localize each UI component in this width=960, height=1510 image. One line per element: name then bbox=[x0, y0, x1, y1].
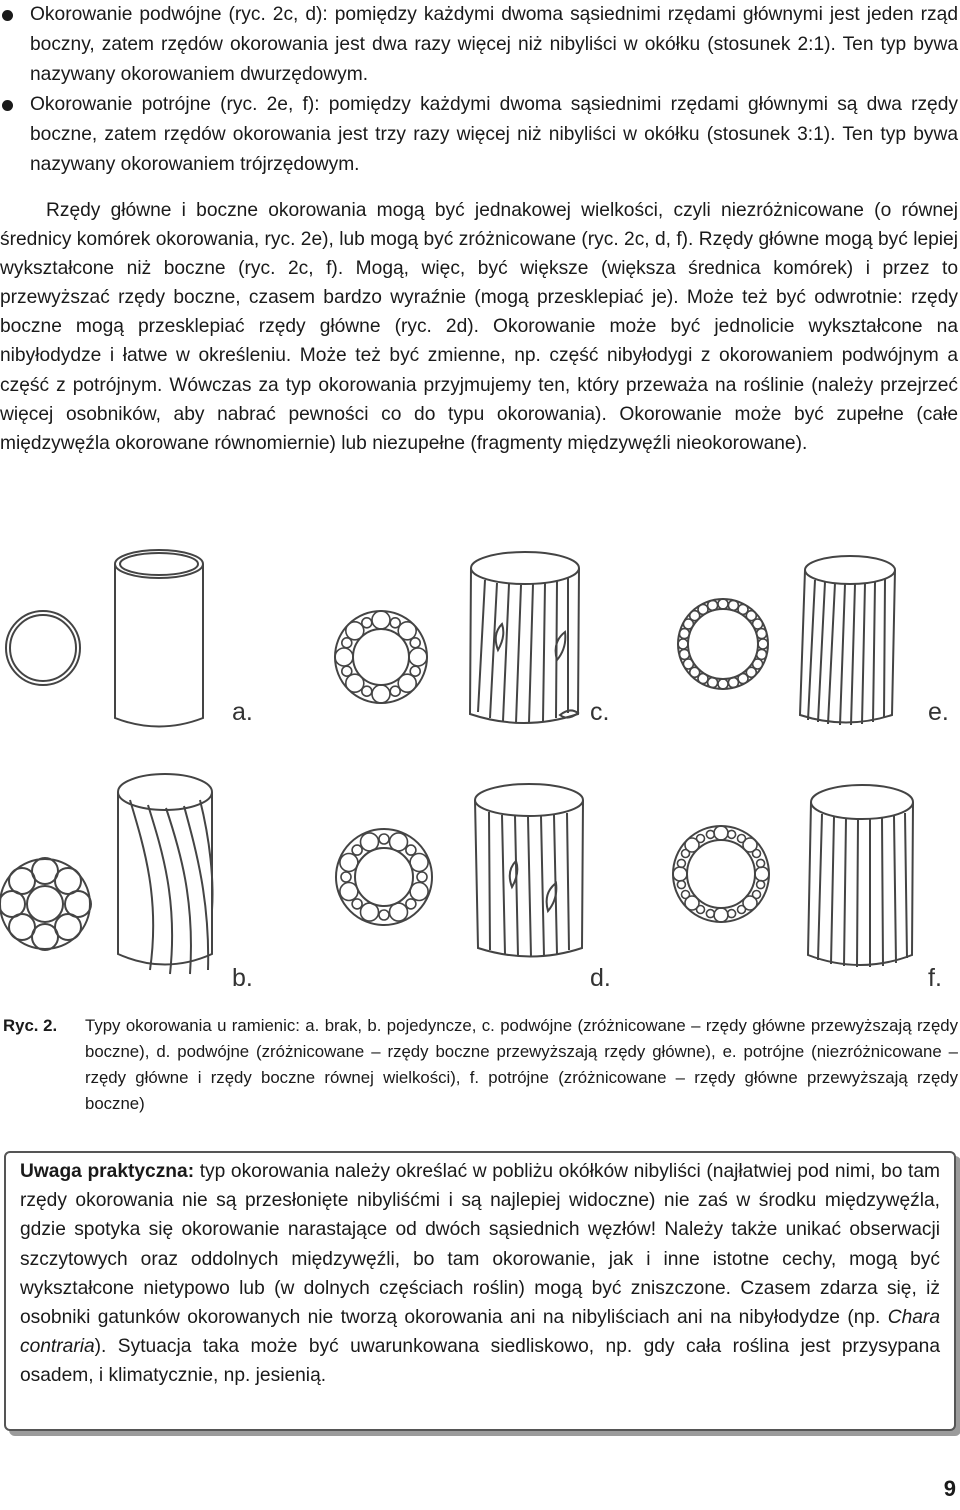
cortex-cell bbox=[410, 854, 428, 872]
figure-label-c: c. bbox=[590, 698, 610, 726]
cortex-cell bbox=[728, 830, 736, 838]
cortex-cell bbox=[390, 903, 408, 921]
figure-cortication-types bbox=[0, 530, 960, 1000]
cortex-cell bbox=[410, 638, 420, 648]
cortex-cell bbox=[341, 872, 351, 882]
cortex-cell bbox=[728, 678, 738, 688]
cortex-cell bbox=[361, 833, 379, 851]
bullet-dot-icon bbox=[2, 10, 13, 21]
figure-label-e: e. bbox=[928, 698, 949, 726]
stem-a bbox=[115, 550, 203, 727]
cross-section-a bbox=[6, 611, 80, 685]
stem-f bbox=[808, 785, 913, 967]
figure-label-f: f. bbox=[928, 964, 942, 992]
bullet-item-double bbox=[0, 0, 958, 90]
cortex-cell bbox=[714, 826, 728, 840]
cortex-cell bbox=[673, 867, 687, 881]
figure-label-d: d. bbox=[590, 964, 611, 992]
cortex-cell bbox=[706, 830, 714, 838]
cortex-cell bbox=[708, 600, 718, 610]
bullet-text: Okorowanie podwójne (ryc. 2c, d): pomiędzy każdymi dwoma sąsiednimi rzędami głównymi jest jeden rząd boczny, zatem rzędów okorowania jest dwa razy więcej niż nibyliści w okółku (stosunek 2:1). Ten typ bywa nazywany okorowaniem dwurzędowym. bbox=[30, 4, 958, 85]
cortex-cell bbox=[379, 834, 389, 844]
bullet-list bbox=[0, 0, 958, 180]
page-number: 9 bbox=[943, 1476, 956, 1501]
caption-number: Ryc. 2. bbox=[3, 1016, 58, 1035]
bullet-item-triple bbox=[0, 90, 958, 180]
cortex-cell bbox=[335, 648, 353, 666]
cortex-ring-f bbox=[673, 826, 769, 922]
cortex-cell bbox=[683, 659, 693, 669]
cortex-cell bbox=[757, 859, 765, 867]
cortex-cell bbox=[708, 678, 718, 688]
stem-c bbox=[470, 552, 579, 723]
cortex-cell bbox=[679, 649, 689, 659]
stem-b bbox=[118, 774, 213, 974]
practical-note-box bbox=[4, 1151, 956, 1431]
caption-text: Typy okorowania u ramienic: a. brak, b. pojedyncze, c. podwójne (zróżnicowane – rzędy główne przewyższają rzędy boczne), d. podwójne (zróżnicowane – rzędy boczne przewyższają rzędy główne), e. potrójne (niezróżnicowane – rzędy główne i rzędy boczne równej wielkości), f. potrójne (zróżnicowane – rzędy główne przewyższają rzędy boczne) bbox=[85, 1016, 958, 1113]
cortex-cell bbox=[340, 883, 358, 901]
cortex-cell bbox=[757, 629, 767, 639]
cortex-cell bbox=[409, 648, 427, 666]
cortex-cell bbox=[398, 622, 416, 640]
cortex-cell bbox=[698, 604, 708, 614]
cortex-cell bbox=[753, 850, 761, 858]
note-text-before: typ okorowania należy określać w pobliżu okółków nibyliści (najłatwiej pod nimi, bo tam rzędy okorowania nie są przesłonięte nibyliśćmi i są najlepiej widoczne) nie zaś w środku międzywęźla, gdzie spotyka się okorowanie narastające od dwóch sąsiednich węzłów! Należy także unikać obserwacji szczytowych oraz oddolnych międzywęźli, bo tam okorowanie, jak i inne istotne cechy, mogą być wykształcone nietypowo lub (w dolnych częściach roślin) mogą być zniszczone. Czasem zdarza się, iż osobniki gatunków okorowanych nie tworzą okorowania ani na nibyliściach ani na nibyłodydze (np. bbox=[20, 1161, 940, 1329]
cortex-ring-c bbox=[335, 611, 427, 703]
cortex-cell bbox=[417, 872, 427, 882]
cortex-cell bbox=[398, 674, 416, 692]
cortex-cell bbox=[677, 859, 685, 867]
cortex-cell bbox=[697, 835, 705, 843]
cortex-cell bbox=[718, 679, 728, 689]
cortex-cell bbox=[379, 910, 389, 920]
cortex-cell bbox=[372, 611, 390, 629]
cortex-cell bbox=[406, 899, 416, 909]
cortex-cell bbox=[758, 639, 768, 649]
cortex-cell bbox=[352, 899, 362, 909]
cortex-cell bbox=[362, 618, 372, 628]
cortex-cell bbox=[728, 910, 736, 918]
figure-illustration bbox=[0, 530, 960, 1000]
cortex-cell bbox=[390, 686, 400, 696]
cross-section-b bbox=[0, 858, 91, 950]
cortex-cell bbox=[390, 833, 408, 851]
cortex-cell bbox=[352, 845, 362, 855]
cortex-cell bbox=[677, 881, 685, 889]
cortex-cell bbox=[410, 883, 428, 901]
cortex-cell bbox=[682, 891, 690, 899]
note-title: Uwaga praktyczna: bbox=[20, 1161, 195, 1182]
cortex-cell bbox=[340, 854, 358, 872]
cortex-cell bbox=[718, 599, 728, 609]
cortex-cell bbox=[679, 629, 689, 639]
bullet-text: Okorowanie potrójne (ryc. 2e, f): pomiędzy każdymi dwoma sąsiednimi rzędami głównymi są dwa rzędy boczne, zatem rzędów okorowania jest trzy razy więcej niż nibyliści w okółku (stosunek 3:1). Ten typ bywa nazywany okorowaniem trójrzędowym. bbox=[30, 94, 958, 175]
cortex-cell bbox=[738, 906, 746, 914]
cortex-cell bbox=[406, 845, 416, 855]
cortex-cell bbox=[706, 910, 714, 918]
figure-caption bbox=[3, 1013, 958, 1117]
cortex-cell bbox=[346, 674, 364, 692]
figure-label-b: b. bbox=[232, 964, 253, 992]
practical-note-text bbox=[6, 1153, 954, 1391]
cortex-cell bbox=[714, 908, 728, 922]
cortex-cell bbox=[342, 666, 352, 676]
cortex-ring-e bbox=[678, 599, 768, 689]
cortex-cell bbox=[678, 639, 688, 649]
stem-e bbox=[800, 556, 895, 725]
cortex-cell bbox=[753, 619, 763, 629]
bullet-dot-icon bbox=[2, 100, 13, 111]
body-paragraph: Rzędy główne i boczne okorowania mogą być jednakowej wielkości, czyli niezróżnicowane (o równej średnicy komórek okorowania, ryc. 2e), lub mogą być zróżnicowane (ryc. 2c, d, f). Rzędy główne mogą być lepiej wykształcone niż boczne (ryc. 2c, f). Mogą, więc, być większe (większa średnica komórek) i przez to przewyższać rzędy boczne, czasem bardzo wyraźnie (mogą przesklepiać je). Może też być odwrotnie: rzędy boczne mogą przesklepiać rzędy główne (ryc. 2d). Okorowanie może być jednolicie wykształcone na nibyłodydze i łatwe w określeniu. Może też być zmienne, np. część nibyłodygi z okorowaniem podwójnym a część z potrójnym. Wówczas za typ okorowania przyjmujemy ten, który przeważa na roślinie (należy przejrzeć więcej osobników, aby nabrać pewności co do typu okorowania). Okorowanie może być zupełne (całe międzywęźla okorowane równomiernie) lub niezupełne (fragmenty międzywęźli nieokorowane). bbox=[0, 200, 958, 454]
cortex-ring-d bbox=[340, 833, 428, 921]
cortex-cell bbox=[372, 685, 390, 703]
cortex-cell bbox=[728, 600, 738, 610]
note-text-after: ). Sytuacja taka może być uwarunkowana siedliskowo, np. gdy cała roślina jest przysypana osadem, i klimatycznie, np. jesienią. bbox=[20, 1336, 940, 1387]
cortex-cell bbox=[346, 622, 364, 640]
cortex-cell bbox=[755, 867, 769, 881]
cortex-cell bbox=[757, 649, 767, 659]
figure-label-a: a. bbox=[232, 698, 253, 726]
cortex-cell bbox=[361, 903, 379, 921]
cortex-cell bbox=[738, 674, 748, 684]
stem-d bbox=[475, 784, 583, 957]
cortex-cell bbox=[757, 881, 765, 889]
note-species-name: Chara contraria bbox=[20, 1307, 940, 1358]
